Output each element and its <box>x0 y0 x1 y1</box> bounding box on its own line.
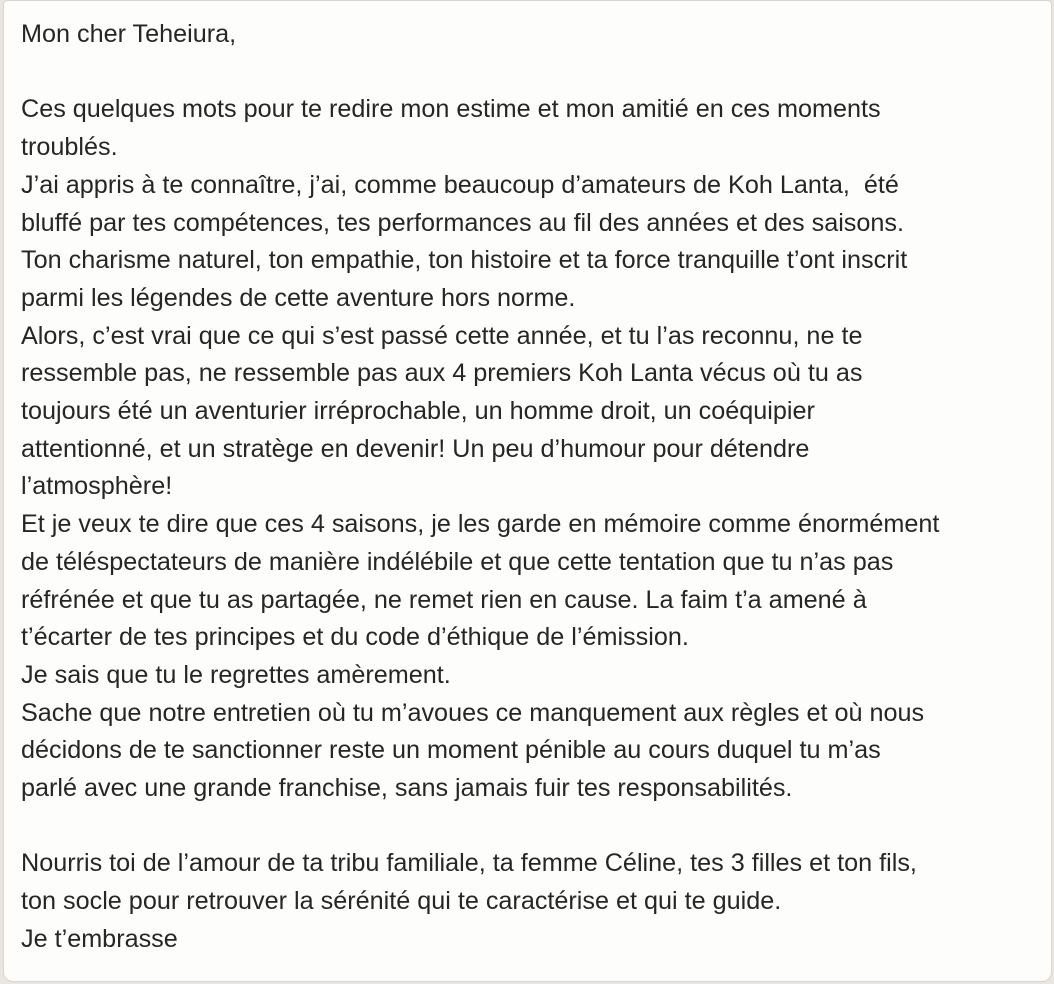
letter-line: ressemble pas, ne ressemble pas aux 4 premiers Koh Lanta vécus où tu as <box>21 359 863 388</box>
letter-line: Sache que notre entretien où tu m’avoues ce manquement aux règles et où nous <box>21 698 925 727</box>
letter-body[interactable] <box>21 16 1046 959</box>
letter-line: bluffé par tes compétences, tes performances au fil des années et des saisons. <box>21 208 905 237</box>
letter-line: Alors, c’est vrai que ce qui s’est passé cette année, et tu l’as reconnu, ne te <box>21 321 863 350</box>
letter-greeting: Mon cher Teheiura, <box>21 20 237 48</box>
letter-line: réfrénée et que tu as partagée, ne remet rien en cause. La faim t’a amené à <box>21 585 867 614</box>
paragraph-gap <box>21 808 1046 846</box>
letter-line: parlé avec une grande franchise, sans jamais fuir tes responsabilités. <box>21 774 793 803</box>
letter-line: J’ai appris à te connaître, j’ai, comme beaucoup d’amateurs de Koh Lanta, été <box>21 170 899 199</box>
letter-line: décidons de te sanctionner reste un moment pénible au cours duquel tu m’as <box>21 736 881 765</box>
letter-line: toujours été un aventurier irréprochable, un homme droit, un coéquipier <box>21 397 815 426</box>
letter-line: l’atmosphère! <box>21 472 173 501</box>
closing-line: ton socle pour retrouver la sérénité qui te caractérise et qui te guide. <box>21 887 782 916</box>
letter-signoff: Je t’embrasse <box>21 924 178 953</box>
note-card <box>3 0 1052 982</box>
letter-line: t’écarter de tes principes et du code d’éthique de l’émission. <box>21 623 689 652</box>
closing-line: Nourris toi de l’amour de ta tribu familiale, ta femme Céline, tes 3 filles et ton fils, <box>21 849 917 878</box>
letter-line: attentionné, et un stratège en devenir! Un peu d’humour pour détendre <box>21 434 810 463</box>
letter-line: Je sais que tu le regrettes amèrement. <box>21 660 451 689</box>
letter-line: troublés. <box>21 133 118 162</box>
letter-line: Et je veux te dire que ces 4 saisons, je les garde en mémoire comme énormément <box>21 510 940 539</box>
letter-line: parmi les légendes de cette aventure hors norme. <box>21 283 576 312</box>
letter-line: Ton charisme naturel, ton empathie, ton histoire et ta force tranquille t’ont inscrit <box>21 246 908 275</box>
letter-line: de téléspectateurs de manière indélébile et que cette tentation que tu n’as pas <box>21 547 894 576</box>
letter-line: Ces quelques mots pour te redire mon estime et mon amitié en ces moments <box>21 95 881 124</box>
paragraph-gap <box>21 54 1046 92</box>
